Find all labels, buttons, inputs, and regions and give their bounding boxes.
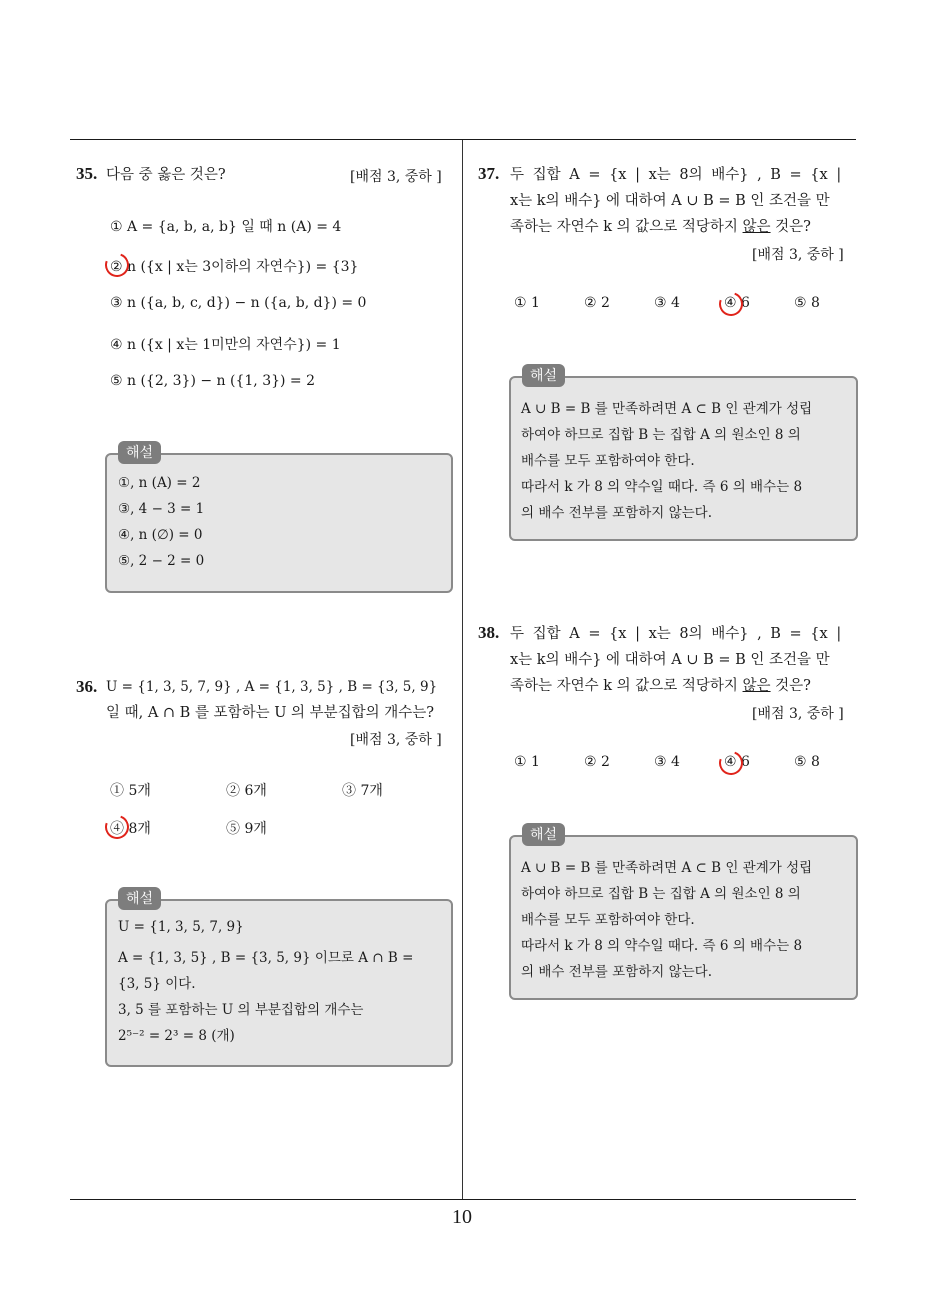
solution-line: {3, 5} 이다. [118, 976, 196, 992]
solution-line: ⑤, 2 − 2 = 0 [118, 553, 205, 569]
option-4[interactable]: ④ 6 [724, 754, 750, 770]
score-label: [배점 3, 중하 ] [752, 706, 844, 722]
solution-line: 배수를 모두 포함하여야 한다. [521, 453, 695, 469]
solution-line: ③, 4 − 3 = 1 [118, 501, 205, 517]
solution-line: ①, n (A) = 2 [118, 475, 201, 491]
answer-mark-circle [715, 288, 747, 320]
solution-line: 하여야 하므로 집합 B 는 집합 A 의 원소인 8 의 [521, 886, 801, 902]
option-3[interactable]: ③ n ({a, b, c, d}) − n ({a, b, d}) = 0 [110, 295, 367, 311]
score-label: [배점 3, 중하 ] [350, 169, 442, 185]
top-rule [70, 139, 856, 140]
option-5[interactable]: ⑤ 9개 [226, 821, 267, 837]
option-1[interactable]: ① 5개 [110, 783, 151, 799]
option-2[interactable]: ② 2 [584, 754, 610, 770]
question-number: 35. [76, 164, 98, 183]
question-number: 36. [76, 677, 98, 696]
question-text: 다음 중 옳은 것은? [106, 167, 226, 183]
question-number: 38. [478, 623, 500, 642]
solution-tag: 해설 [522, 364, 565, 387]
question-text: 두 집합 A = {x | x는 8의 배수} , B = {x | [510, 626, 842, 642]
solution-tag: 해설 [118, 887, 161, 910]
option-1[interactable]: ① A = {a, b, a, b} 일 때 n (A) = 4 [110, 219, 342, 235]
solution-line: U = {1, 3, 5, 7, 9} [118, 919, 244, 935]
question-text: x는 k의 배수} 에 대하여 A ∪ B = B 인 조건을 만 [510, 193, 830, 209]
bottom-rule [70, 1199, 856, 1200]
solution-line: 따라서 k 가 8 의 약수일 때다. 즉 6 의 배수는 8 [521, 479, 803, 495]
question-text: 두 집합 A = {x | x는 8의 배수} , B = {x | [510, 167, 842, 183]
option-4[interactable]: ④ 6 [724, 295, 750, 311]
solution-tag: 해설 [522, 823, 565, 846]
score-label: [배점 3, 중하 ] [752, 247, 844, 263]
option-2[interactable]: ② n ({x | x는 3이하의 자연수}) = {3} [110, 259, 359, 275]
option-1[interactable]: ① 1 [514, 754, 540, 770]
option-4[interactable]: ④ 8개 [110, 821, 151, 837]
answer-mark-circle [101, 249, 133, 281]
option-5[interactable]: ⑤ 8 [794, 295, 820, 311]
solution-line: 하여야 하므로 집합 B 는 집합 A 의 원소인 8 의 [521, 427, 801, 443]
question-text: 족하는 자연수 k 의 값으로 적당하지 않은 것은? [510, 219, 811, 235]
option-4[interactable]: ④ n ({x | x는 1미만의 자연수}) = 1 [110, 337, 341, 353]
score-label: [배점 3, 중하 ] [350, 732, 442, 748]
solution-line: A = {1, 3, 5} , B = {3, 5, 9} 이므로 A ∩ B = [118, 950, 414, 966]
answer-mark-circle [101, 811, 133, 843]
question-text: 족하는 자연수 k 의 값으로 적당하지 않은 것은? [510, 678, 811, 694]
page-number: 10 [452, 1206, 472, 1228]
solution-line: A ∪ B = B 를 만족하려면 A ⊂ B 인 관계가 성립 [521, 401, 813, 417]
option-3[interactable]: ③ 4 [654, 754, 680, 770]
question-text: 일 때, A ∩ B 를 포함하는 U 의 부분집합의 개수는? [106, 705, 435, 721]
solution-box [105, 453, 453, 593]
option-3[interactable]: ③ 7개 [342, 783, 383, 799]
column-divider [462, 140, 463, 1200]
answer-mark-circle [715, 747, 747, 779]
solution-line: 배수를 모두 포함하여야 한다. [521, 912, 695, 928]
solution-line: ④, n (∅) = 0 [118, 527, 203, 543]
option-2[interactable]: ② 6개 [226, 783, 267, 799]
question-number: 37. [478, 164, 500, 183]
solution-line: 3, 5 를 포함하는 U 의 부분집합의 개수는 [118, 1002, 364, 1018]
question-text: U = {1, 3, 5, 7, 9} , A = {1, 3, 5} , B = {3, 5, 9} [106, 679, 438, 695]
solution-line: 의 배수 전부를 포함하지 않는다. [521, 964, 712, 980]
solution-tag: 해설 [118, 441, 161, 464]
option-2[interactable]: ② 2 [584, 295, 610, 311]
option-1[interactable]: ① 1 [514, 295, 540, 311]
option-5[interactable]: ⑤ 8 [794, 754, 820, 770]
option-5[interactable]: ⑤ n ({2, 3}) − n ({1, 3}) = 2 [110, 373, 316, 389]
solution-line: 따라서 k 가 8 의 약수일 때다. 즉 6 의 배수는 8 [521, 938, 803, 954]
solution-line: 2⁵⁻² = 2³ = 8 (개) [118, 1028, 235, 1044]
solution-line: A ∪ B = B 를 만족하려면 A ⊂ B 인 관계가 성립 [521, 860, 813, 876]
question-text: x는 k의 배수} 에 대하여 A ∪ B = B 인 조건을 만 [510, 652, 830, 668]
solution-line: 의 배수 전부를 포함하지 않는다. [521, 505, 712, 521]
option-3[interactable]: ③ 4 [654, 295, 680, 311]
